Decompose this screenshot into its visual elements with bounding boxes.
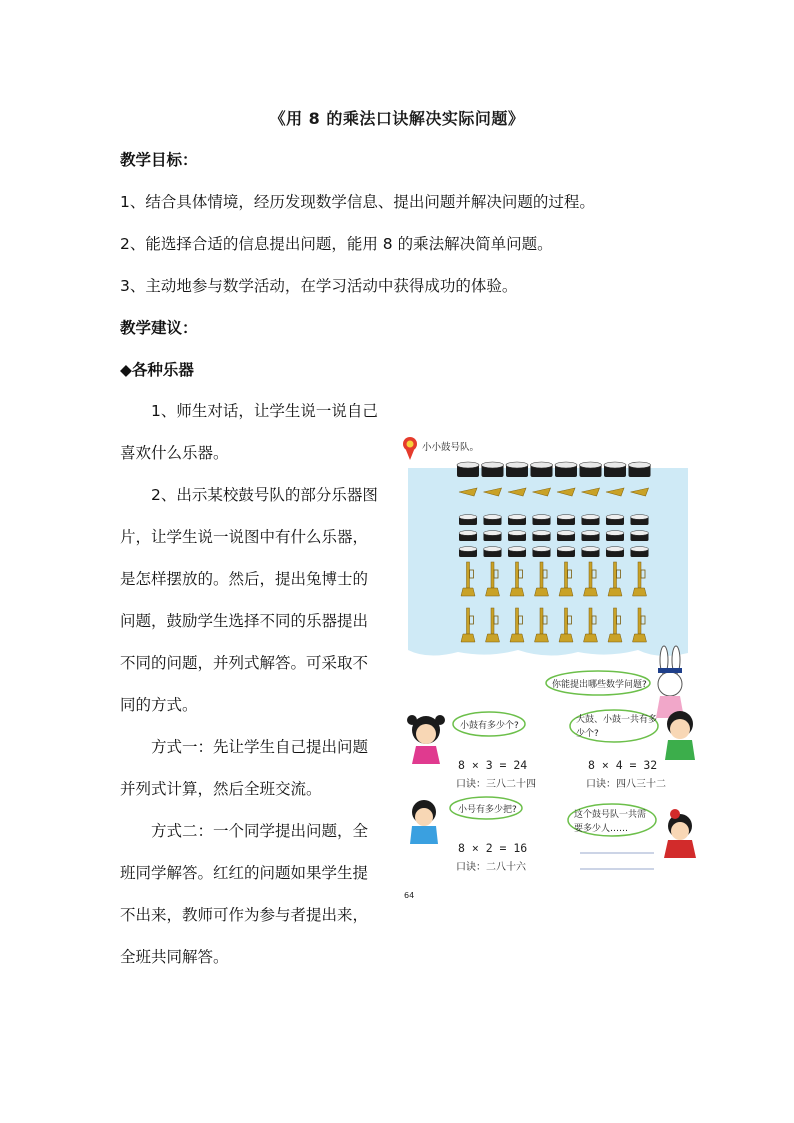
- small-drum-top: [508, 547, 526, 552]
- small-drum-top: [606, 515, 624, 520]
- small-drum-top: [533, 515, 551, 520]
- small-drum-top: [533, 531, 551, 536]
- body-paragraph-2: 2、出示某校鼓号队的部分乐器图片，让学生说一说图中有什么乐器，是怎样摆放的。然后，提出兔博士的问题，鼓励学生选择不同的乐器提出不同的问题，并列式解答。可采取不同的方式。: [120, 486, 378, 714]
- trumpet-tube: [565, 608, 568, 634]
- mnemonic-1: 口诀：三八二十四: [456, 779, 536, 790]
- pool-background: [408, 468, 688, 656]
- trumpet-bell: [510, 634, 524, 642]
- trumpet-bell: [535, 634, 549, 642]
- trumpet-bell: [559, 634, 573, 642]
- trumpet-tube: [467, 608, 470, 634]
- small-drum-top: [459, 531, 477, 536]
- small-drum-top: [557, 515, 575, 520]
- mnemonic-2: 口诀：四八三十二: [586, 779, 666, 790]
- small-drum-top: [582, 531, 600, 536]
- trumpet-tube: [467, 562, 470, 588]
- trumpet-tube: [589, 608, 592, 634]
- trumpet-tube: [516, 608, 519, 634]
- section-heading: ◆各种乐器: [120, 361, 194, 379]
- trumpet-bell: [584, 588, 598, 596]
- trumpet-bell: [633, 634, 647, 642]
- small-drum-top: [582, 547, 600, 552]
- trumpet-tube: [540, 562, 543, 588]
- body-paragraph-4: 方式二：一个同学提出问题，全班同学解答。红红的问题如果学生提不出来，教师可作为参与者提出来，全班共同解答。: [120, 822, 369, 966]
- trumpet-tube: [565, 562, 568, 588]
- trumpet-bell: [633, 588, 647, 596]
- small-drum-top: [508, 515, 526, 520]
- small-drum-top: [484, 531, 502, 536]
- small-drum-top: [631, 531, 649, 536]
- illustration-drawing: [398, 428, 698, 908]
- body-paragraph-1: 1、师生对话，让学生说一说自己喜欢什么乐器。: [120, 402, 378, 462]
- big-drum-top: [531, 462, 553, 468]
- trumpet-bell: [461, 634, 475, 642]
- big-drum-top: [482, 462, 504, 468]
- goal-item-3: 3、主动地参与数学活动，在学习活动中获得成功的体验。: [120, 277, 518, 295]
- trumpet-bell: [559, 588, 573, 596]
- question-4-line-2: 要多少人……: [574, 824, 629, 834]
- small-drum-top: [508, 531, 526, 536]
- girl-character-2: [664, 809, 696, 858]
- trumpet-tube: [491, 608, 494, 634]
- equation-3: 8 × 2 = 16: [458, 841, 528, 855]
- trumpet-tube: [638, 562, 641, 588]
- trumpet-bell: [608, 588, 622, 596]
- goal-item-2: 2、能选择合适的信息提出问题，能用 8 的乘法解决简单问题。: [120, 235, 553, 253]
- trumpet-bell: [486, 588, 500, 596]
- textbook-illustration: [398, 428, 698, 908]
- trumpet-tube: [614, 562, 617, 588]
- question-4-line-1: 这个鼓号队一共需: [574, 810, 647, 820]
- small-drum-top: [533, 547, 551, 552]
- equation-2: 8 × 4 = 32: [588, 758, 658, 772]
- small-drum-top: [606, 531, 624, 536]
- small-drum-top: [557, 547, 575, 552]
- big-drum-top: [555, 462, 577, 468]
- small-drum-top: [631, 515, 649, 520]
- trumpet-bell: [510, 588, 524, 596]
- small-drum-top: [557, 531, 575, 536]
- question-1: 小鼓有多少个?: [460, 721, 519, 731]
- question-2-line-1: 大鼓、小鼓一共有多: [576, 715, 658, 725]
- trumpet-bell: [461, 588, 475, 596]
- rabbit-question: 你能提出哪些数学问题?: [552, 680, 647, 690]
- trumpet-tube: [638, 608, 641, 634]
- page-number: 64: [404, 891, 415, 900]
- small-drum-top: [606, 547, 624, 552]
- equation-1: 8 × 3 = 24: [458, 758, 528, 772]
- question-2-line-2: 少个?: [576, 729, 599, 739]
- big-drum-top: [457, 462, 479, 468]
- small-drum-top: [459, 547, 477, 552]
- suggest-heading: 教学建议：: [120, 319, 198, 337]
- boy-character-2: [410, 800, 438, 844]
- big-drum-top: [506, 462, 528, 468]
- small-drum-top: [459, 515, 477, 520]
- body-paragraph-3: 方式一：先让学生自己提出问题并列式计算，然后全班交流。: [120, 738, 369, 798]
- big-drum-top: [629, 462, 651, 468]
- ribbon-icon: [403, 437, 417, 460]
- trumpet-bell: [584, 634, 598, 642]
- goal-item-1: 1、结合具体情境，经历发现数学信息、提出问题并解决问题的过程。: [120, 193, 595, 211]
- trumpet-bell: [535, 588, 549, 596]
- trumpet-tube: [540, 608, 543, 634]
- trumpet-tube: [516, 562, 519, 588]
- boy-character: [665, 711, 695, 760]
- small-drum-top: [484, 547, 502, 552]
- girl-character: [407, 715, 445, 764]
- illustration-caption: 小小鼓号队。: [422, 442, 480, 453]
- body-text: [120, 390, 382, 978]
- trumpet-bell: [608, 634, 622, 642]
- small-drum-top: [484, 515, 502, 520]
- trumpet-bell: [486, 634, 500, 642]
- rabbit-character: [656, 646, 684, 718]
- trumpet-tube: [614, 608, 617, 634]
- goals-heading: 教学目标：: [120, 151, 198, 169]
- trumpet-tube: [589, 562, 592, 588]
- question-3: 小号有多少把?: [458, 805, 517, 815]
- small-drum-top: [582, 515, 600, 520]
- big-drum-top: [604, 462, 626, 468]
- page-title: 《用 8 的乘法口诀解决实际问题》: [269, 109, 525, 128]
- trumpet-tube: [491, 562, 494, 588]
- big-drum-top: [580, 462, 602, 468]
- small-drum-top: [631, 547, 649, 552]
- mnemonic-3: 口诀：二八十六: [456, 862, 526, 873]
